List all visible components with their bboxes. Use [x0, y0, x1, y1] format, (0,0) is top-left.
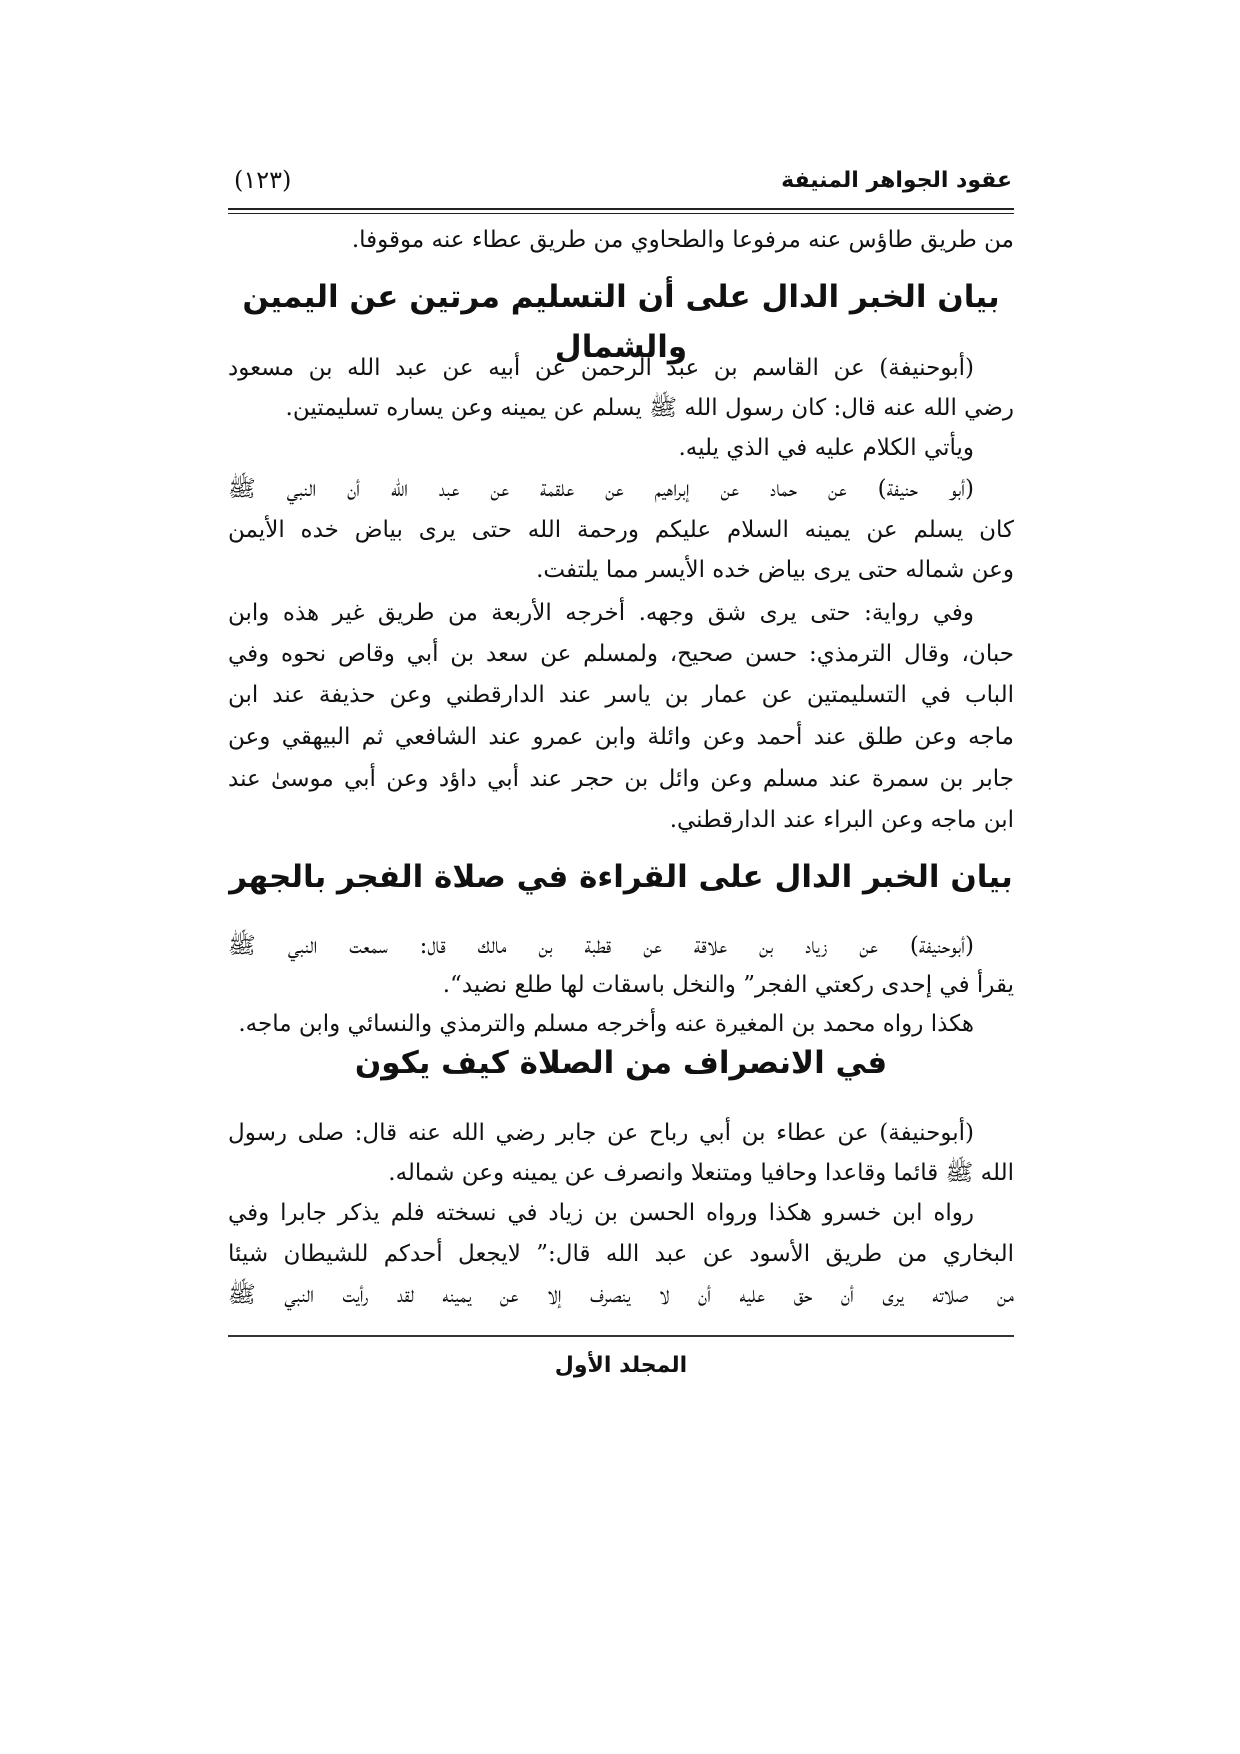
- text-line: وفي رواية: حتى يرى شق وجهه. أخرجه الأربعة من طريق غير هذه وابن: [228, 600, 974, 626]
- text-line: ويأتي الكلام عليه في الذي يليه.: [678, 435, 974, 461]
- text-line: حبان، وقال الترمذي: حسن صحيح، ولمسلم عن سعد بن أبي وقاص نحوه وفي: [228, 641, 1014, 667]
- text-line: وعن شماله حتى يرى بياض خده الأيسر مما يلتفت.: [536, 557, 1014, 583]
- running-head-title: عقود الجواهر المنيفة: [781, 168, 1012, 193]
- text-line: رضي الله عنه قال: كان رسول الله ﷺ يسلم عن يمينه وعن يساره تسليمتين.: [285, 395, 1014, 421]
- text-line: ابن ماجه وعن البراء عند الدارقطني.: [669, 807, 1014, 833]
- text-line: (أبوحنيفة) عن القاسم بن عبد الرحمن عن أبيه عن عبد الله بن مسعود: [228, 355, 974, 381]
- text-line: (أبوحنيفة) عن زياد بن علاقة عن قطبة بن مالك قال: سمعت النبي ﷺ: [228, 933, 974, 959]
- text-line: الله ﷺ قائما وقاعدا وحافيا ومتنعلا وانصرف عن يمينه وعن شماله.: [388, 1160, 1014, 1186]
- text-line: من صلاته يرى أن حق عليه أن لا ينصرف إلا عن يمينه لقد رأيت النبي ﷺ: [228, 1282, 1014, 1308]
- text-line: كان يسلم عن يمينه السلام عليكم ورحمة الله حتى يرى بياض خده الأيمن: [228, 517, 1014, 543]
- text-line: رواه ابن خسرو هكذا ورواه الحسن بن زياد في نسخته فلم يذكر جابرا وفي: [228, 1200, 974, 1226]
- volume-label: المجلد الأول: [554, 1353, 688, 1378]
- section-heading: بيان الخبر الدال على أن التسليم مرتين عن اليمين والشمال: [242, 279, 1000, 365]
- footer-rule: [228, 1335, 1014, 1337]
- text-line: من طريق طاؤس عنه مرفوعا والطحاوي من طريق عطاء عنه موقوفا.: [351, 227, 1014, 253]
- text-line: ماجه وعن طلق عند أحمد وعن وائلة وابن عمرو عند الشافعي ثم البيهقي وعن: [228, 724, 1014, 750]
- section-heading: بيان الخبر الدال على القراءة في صلاة الفجر بالجهر: [229, 859, 1013, 895]
- text-line: جابر بن سمرة عند مسلم وعن وائل بن حجر عند أبي داؤد وعن أبي موسىٰ عند: [228, 766, 1014, 792]
- text-line: (أبوحنيفة) عن عطاء بن أبي رباح عن جابر رضي الله عنه قال: صلى رسول: [228, 1120, 974, 1146]
- text-line: هكذا رواه محمد بن المغيرة عنه وأخرجه مسلم والترمذي والنسائي وابن ماجه.: [238, 1011, 974, 1037]
- text-line: البخاري من طريق الأسود عن عبد الله قال:” لايجعل أحدكم للشيطان شيئا: [228, 1241, 1014, 1267]
- section-heading: في الانصراف من الصلاة كيف يكون: [354, 1045, 888, 1081]
- text-line: يقرأ في إحدى ركعتي الفجر” والنخل باسقات لها طلع نضيد“.: [442, 972, 1014, 998]
- text-line: (أبو حنيفة) عن حماد عن إبراهيم عن علقمة عن عبد الله أن النبي ﷺ: [228, 476, 974, 502]
- page-number: (١٢٣): [234, 166, 292, 194]
- text-line: الباب في التسليمتين عن عمار بن ياسر عند الدارقطني وعن حذيفة عند ابن: [228, 682, 1014, 708]
- header-rule: [228, 208, 1014, 214]
